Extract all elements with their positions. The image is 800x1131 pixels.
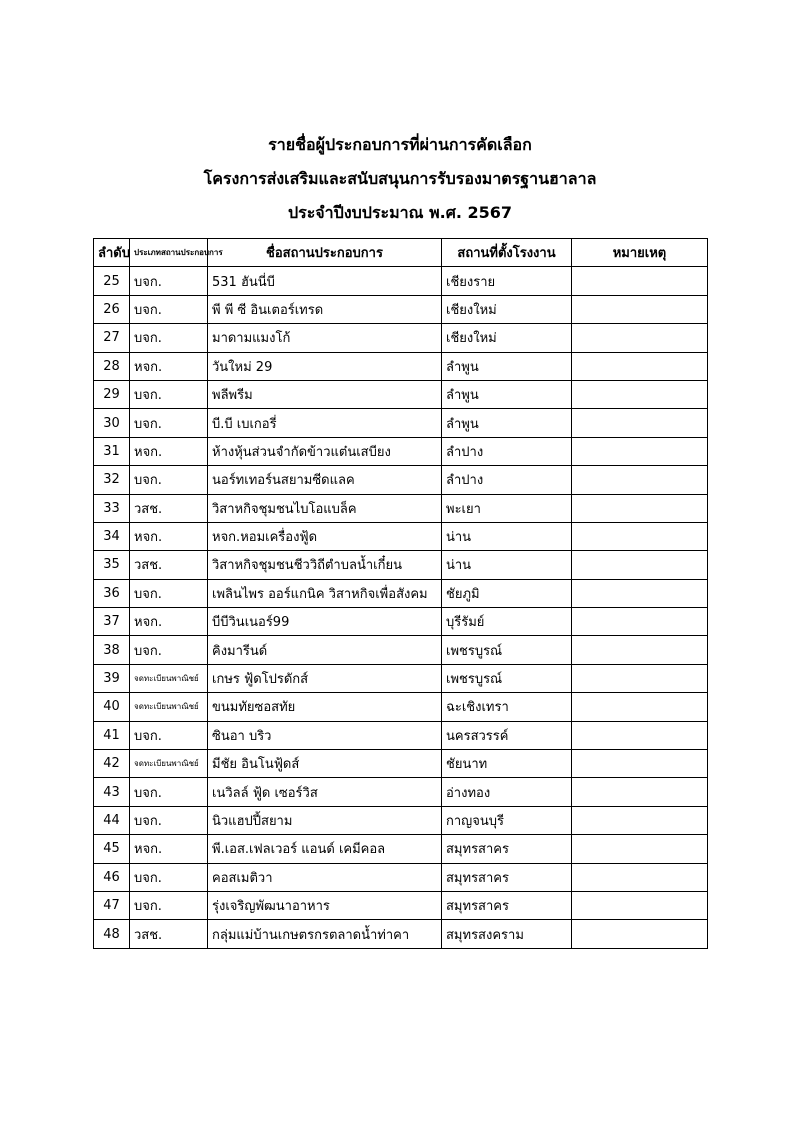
row-number: 25 bbox=[94, 267, 130, 295]
row-type: บจก. bbox=[130, 721, 208, 749]
row-number: 34 bbox=[94, 522, 130, 550]
row-name: 531 ฮันนี่บี bbox=[208, 267, 442, 295]
row-type: บจก. bbox=[130, 806, 208, 834]
row-number: 28 bbox=[94, 352, 130, 380]
row-number: 45 bbox=[94, 835, 130, 863]
row-note bbox=[572, 380, 708, 408]
table-row bbox=[94, 466, 708, 494]
operators-table bbox=[93, 238, 708, 949]
table-row bbox=[94, 721, 708, 749]
row-name: กลุ่มแม่บ้านเกษตรกรตลาดน้ำท่าคา bbox=[208, 920, 442, 948]
row-number: 42 bbox=[94, 750, 130, 778]
table-row bbox=[94, 664, 708, 692]
row-number: 46 bbox=[94, 863, 130, 891]
row-number: 27 bbox=[94, 324, 130, 352]
row-type: หจก. bbox=[130, 437, 208, 465]
row-note bbox=[572, 409, 708, 437]
row-type: บจก. bbox=[130, 409, 208, 437]
table-row bbox=[94, 295, 708, 323]
row-name: มีชัย อินโนฟู้ดส์ bbox=[208, 750, 442, 778]
row-number: 41 bbox=[94, 721, 130, 749]
table-row bbox=[94, 806, 708, 834]
row-type: บจก. bbox=[130, 324, 208, 352]
row-type: บจก. bbox=[130, 891, 208, 919]
col-header-note: หมายเหตุ bbox=[572, 239, 708, 267]
row-number: 35 bbox=[94, 551, 130, 579]
row-number: 47 bbox=[94, 891, 130, 919]
row-location: สมุทรสาคร bbox=[442, 863, 572, 891]
row-number: 44 bbox=[94, 806, 130, 834]
row-note bbox=[572, 494, 708, 522]
row-name: คิงมารีนด์ bbox=[208, 636, 442, 664]
row-name: เพลินไพร ออร์แกนิค วิสาหกิจเพื่อสังคม bbox=[208, 579, 442, 607]
row-location: เชียงใหม่ bbox=[442, 324, 572, 352]
row-name: ขนมทัยซอสทัย bbox=[208, 693, 442, 721]
fiscal-year: ประจำปีงบประมาณ พ.ศ. 2567 bbox=[287, 203, 513, 222]
row-name: ห้างหุ้นส่วนจำกัดข้าวแต๋นเสบียง bbox=[208, 437, 442, 465]
row-location: สมุทรสาคร bbox=[442, 835, 572, 863]
row-name: บี.บี เบเกอรี่ bbox=[208, 409, 442, 437]
row-name: นิวแฮปปี้สยาม bbox=[208, 806, 442, 834]
row-note bbox=[572, 522, 708, 550]
row-number: 26 bbox=[94, 295, 130, 323]
row-note bbox=[572, 267, 708, 295]
row-number: 31 bbox=[94, 437, 130, 465]
row-type: หจก. bbox=[130, 608, 208, 636]
row-location: นครสวรรค์ bbox=[442, 721, 572, 749]
row-type: บจก. bbox=[130, 466, 208, 494]
table-row bbox=[94, 636, 708, 664]
row-type: บจก. bbox=[130, 579, 208, 607]
row-type: บจก. bbox=[130, 267, 208, 295]
row-number: 29 bbox=[94, 380, 130, 408]
row-type: หจก. bbox=[130, 522, 208, 550]
table-body bbox=[94, 267, 708, 948]
table-row bbox=[94, 778, 708, 806]
row-type: จดทะเบียนพาณิชย์ bbox=[130, 664, 208, 692]
row-note bbox=[572, 466, 708, 494]
row-note bbox=[572, 664, 708, 692]
row-name: วันใหม่ 29 bbox=[208, 352, 442, 380]
col-header-name: ชื่อสถานประกอบการ bbox=[208, 239, 442, 267]
row-note bbox=[572, 750, 708, 778]
table-row bbox=[94, 437, 708, 465]
project-title: โครงการส่งเสริมและสนับสนุนการรับรองมาตรฐานฮาลาล bbox=[203, 169, 597, 188]
row-number: 39 bbox=[94, 664, 130, 692]
table-row bbox=[94, 522, 708, 550]
row-type: จดทะเบียนพาณิชย์ bbox=[130, 693, 208, 721]
row-note bbox=[572, 863, 708, 891]
row-note bbox=[572, 352, 708, 380]
table-row bbox=[94, 693, 708, 721]
row-note bbox=[572, 920, 708, 948]
row-type: จดทะเบียนพาณิชย์ bbox=[130, 750, 208, 778]
row-location: ชัยนาท bbox=[442, 750, 572, 778]
row-location: น่าน bbox=[442, 551, 572, 579]
col-header-location: สถานที่ตั้งโรงงาน bbox=[442, 239, 572, 267]
row-type: วสช. bbox=[130, 920, 208, 948]
row-note bbox=[572, 295, 708, 323]
table-row bbox=[94, 551, 708, 579]
row-number: 38 bbox=[94, 636, 130, 664]
table-row bbox=[94, 835, 708, 863]
row-location: อ่างทอง bbox=[442, 778, 572, 806]
row-type: วสช. bbox=[130, 494, 208, 522]
table-row bbox=[94, 409, 708, 437]
row-note bbox=[572, 324, 708, 352]
row-number: 40 bbox=[94, 693, 130, 721]
row-location: สมุทรสงคราม bbox=[442, 920, 572, 948]
row-note bbox=[572, 835, 708, 863]
row-note bbox=[572, 437, 708, 465]
row-location: พะเยา bbox=[442, 494, 572, 522]
table-row bbox=[94, 324, 708, 352]
row-location: เพชรบูรณ์ bbox=[442, 664, 572, 692]
row-name: วิสาหกิจชุมชนไบโอแบล็ค bbox=[208, 494, 442, 522]
row-type: บจก. bbox=[130, 778, 208, 806]
row-note bbox=[572, 608, 708, 636]
row-number: 43 bbox=[94, 778, 130, 806]
col-header-type: ประเภทสถานประกอบการ bbox=[130, 239, 208, 267]
row-type: บจก. bbox=[130, 636, 208, 664]
row-note bbox=[572, 579, 708, 607]
row-number: 48 bbox=[94, 920, 130, 948]
table-row bbox=[94, 380, 708, 408]
table-row bbox=[94, 920, 708, 948]
row-note bbox=[572, 778, 708, 806]
row-type: วสช. bbox=[130, 551, 208, 579]
table-row bbox=[94, 891, 708, 919]
row-location: ลำปาง bbox=[442, 466, 572, 494]
table-row bbox=[94, 750, 708, 778]
row-number: 36 bbox=[94, 579, 130, 607]
row-location: กาญจนบุรี bbox=[442, 806, 572, 834]
row-name: พี พี ซี อินเตอร์เทรด bbox=[208, 295, 442, 323]
row-note bbox=[572, 891, 708, 919]
table-row bbox=[94, 267, 708, 295]
row-name: คอสเมติวา bbox=[208, 863, 442, 891]
row-location: น่าน bbox=[442, 522, 572, 550]
row-note bbox=[572, 721, 708, 749]
table-row bbox=[94, 863, 708, 891]
row-location: เชียงราย bbox=[442, 267, 572, 295]
row-number: 32 bbox=[94, 466, 130, 494]
document-title: รายชื่อผู้ประกอบการที่ผ่านการคัดเลือก bbox=[268, 135, 532, 154]
row-number: 37 bbox=[94, 608, 130, 636]
row-name: ซินอา บริว bbox=[208, 721, 442, 749]
row-type: หจก. bbox=[130, 352, 208, 380]
row-location: เพชรบูรณ์ bbox=[442, 636, 572, 664]
row-name: เนวิลล์ ฟู้ด เซอร์วิส bbox=[208, 778, 442, 806]
table-row bbox=[94, 352, 708, 380]
row-note bbox=[572, 551, 708, 579]
row-location: ชัยภูมิ bbox=[442, 579, 572, 607]
table-row bbox=[94, 494, 708, 522]
row-location: ลำพูน bbox=[442, 409, 572, 437]
row-location: สมุทรสาคร bbox=[442, 891, 572, 919]
row-note bbox=[572, 693, 708, 721]
table-header-row bbox=[94, 239, 708, 267]
row-location: ลำพูน bbox=[442, 352, 572, 380]
row-type: หจก. bbox=[130, 835, 208, 863]
row-name: มาดามแมงโก้ bbox=[208, 324, 442, 352]
row-location: ลำปาง bbox=[442, 437, 572, 465]
table-row bbox=[94, 579, 708, 607]
row-location: บุรีรัมย์ bbox=[442, 608, 572, 636]
table-row bbox=[94, 608, 708, 636]
row-type: บจก. bbox=[130, 380, 208, 408]
row-name: นอร์ทเทอร์นสยามซีดแลค bbox=[208, 466, 442, 494]
row-note bbox=[572, 636, 708, 664]
document-header bbox=[0, 128, 800, 230]
row-type: บจก. bbox=[130, 863, 208, 891]
row-name: หจก.หอมเครื่องฟู้ด bbox=[208, 522, 442, 550]
row-number: 33 bbox=[94, 494, 130, 522]
row-type: บจก. bbox=[130, 295, 208, 323]
row-name: พลีพรีม bbox=[208, 380, 442, 408]
row-location: ฉะเชิงเทรา bbox=[442, 693, 572, 721]
row-number: 30 bbox=[94, 409, 130, 437]
row-note bbox=[572, 806, 708, 834]
row-name: บีบีวินเนอร์99 bbox=[208, 608, 442, 636]
row-name: รุ่งเจริญพัฒนาอาหาร bbox=[208, 891, 442, 919]
row-location: ลำพูน bbox=[442, 380, 572, 408]
row-name: พี.เอส.เฟลเวอร์ แอนด์ เคมีคอล bbox=[208, 835, 442, 863]
row-location: เชียงใหม่ bbox=[442, 295, 572, 323]
row-name: เกษร ฟู้ดโปรดักส์ bbox=[208, 664, 442, 692]
row-name: วิสาหกิจชุมชนชีววิถีตำบลน้ำเกี๋ยน bbox=[208, 551, 442, 579]
col-header-number: ลำดับ bbox=[94, 239, 130, 267]
